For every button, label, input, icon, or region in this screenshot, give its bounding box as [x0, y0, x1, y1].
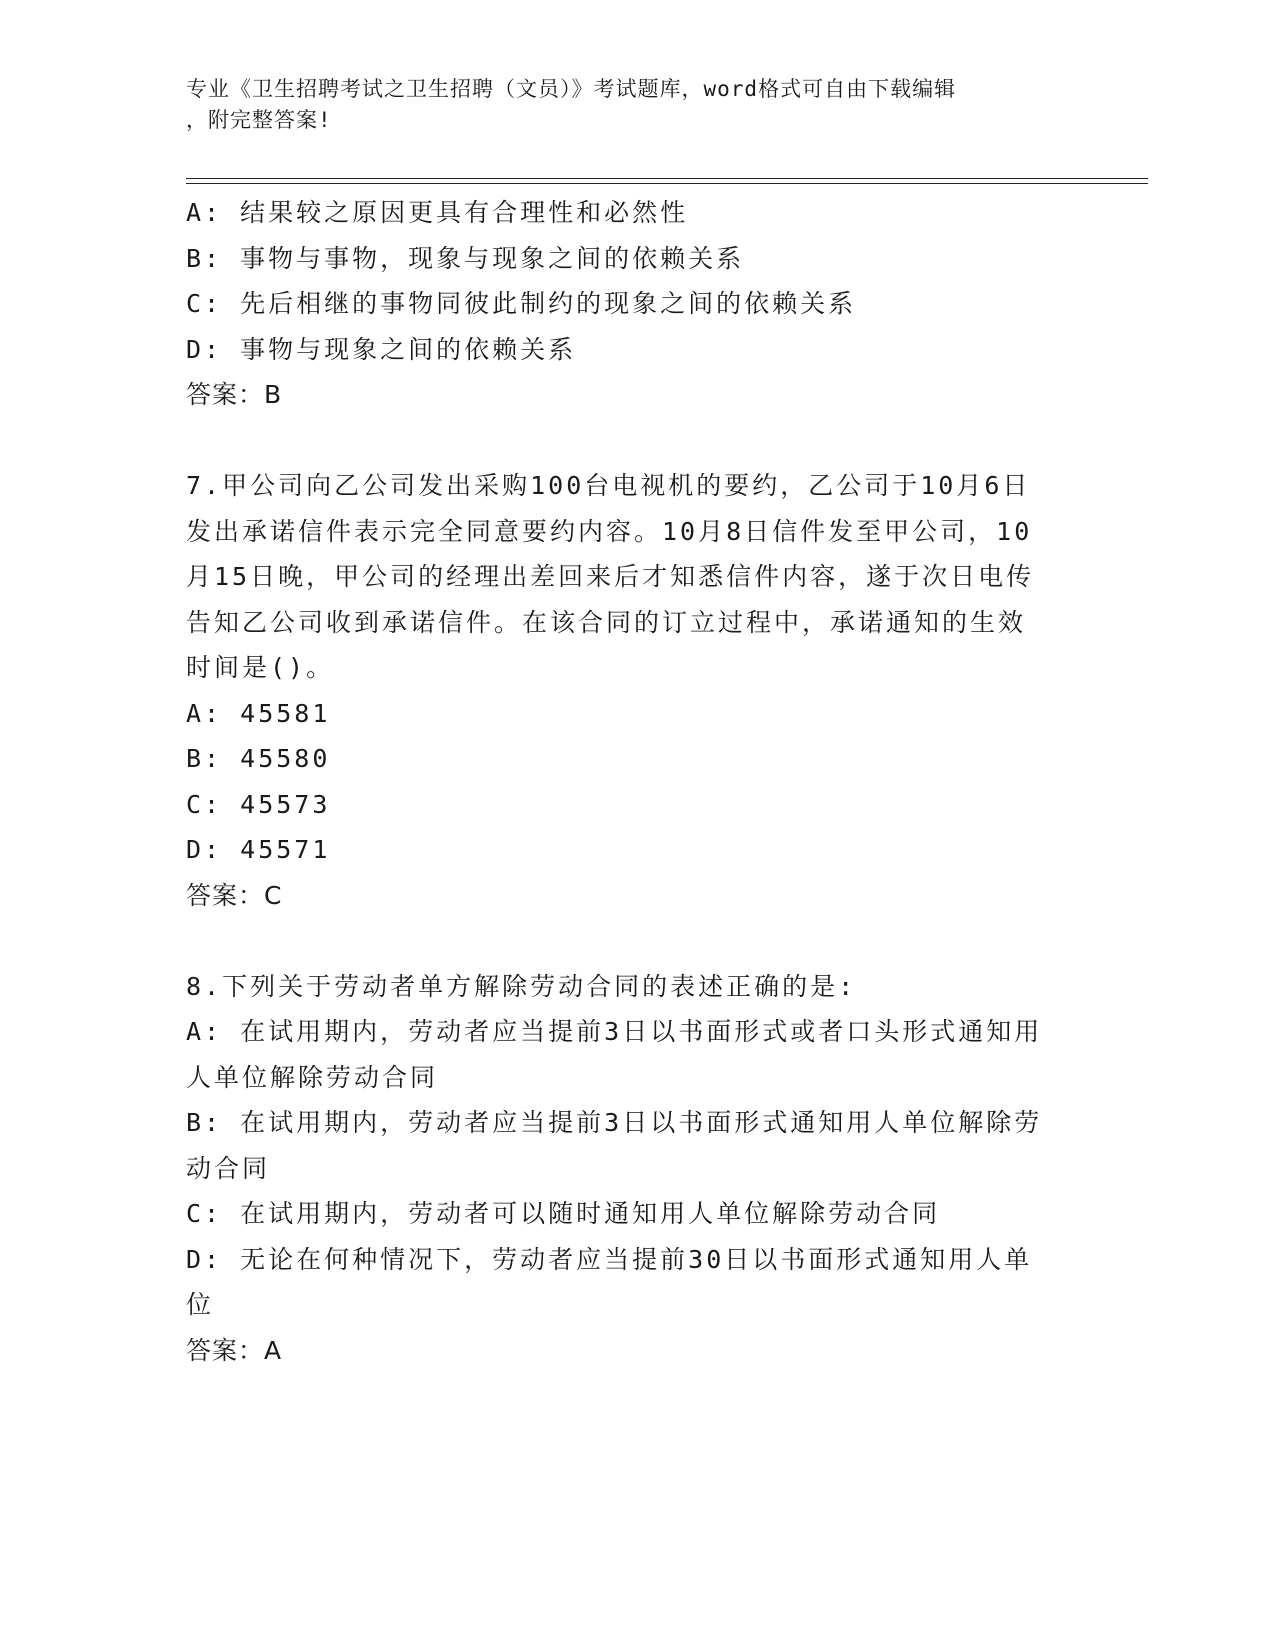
document-header: [186, 74, 1066, 136]
question-stem: 8.下列关于劳动者单方解除劳动合同的表述正确的是:: [186, 971, 857, 1001]
option-a: A: 45581: [186, 698, 331, 728]
option-a: A: 结果较之原因更具有合理性和必然性: [186, 198, 689, 227]
header-line-1: 专业《卫生招聘考试之卫生招聘（文员）》考试题库，word格式可自由下载编辑: [186, 77, 957, 101]
option-d-continued: 位: [186, 1290, 215, 1319]
question-spacer: [186, 918, 1056, 964]
answer-line: 答案：B: [186, 380, 283, 409]
question-list: [186, 190, 1056, 1373]
question-stem-line: 7.甲公司向乙公司发出采购100台电视机的要约，乙公司于10月6日: [186, 471, 1031, 500]
option-c: C: 45573: [186, 789, 331, 819]
question-stem-line: 月15日晚，甲公司的经理出差回来后才知悉信件内容，遂于次日电传: [186, 562, 1035, 591]
header-line-2: ，附完整答案!: [186, 108, 332, 132]
question-stem-line: 告知乙公司收到承诺信件。在该合同的订立过程中，承诺通知的生效: [186, 607, 1027, 637]
question-7: [186, 463, 1056, 918]
option-b: B: 45580: [186, 744, 331, 773]
question-stem-line: 发出承诺信件表示完全同意要约内容。10月8日信件发至甲公司，10: [186, 516, 1033, 546]
option-d: D: 无论在何种情况下，劳动者应当提前30日以书面形式通知用人单: [186, 1244, 1033, 1274]
question-6-options: [186, 190, 1056, 418]
answer-line: 答案：C: [186, 880, 283, 910]
answer-line: 答案：A: [186, 1335, 283, 1365]
option-c: C: 先后相继的事物同彼此制约的现象之间的依赖关系: [186, 289, 857, 318]
option-d: D: 事物与现象之间的依赖关系: [186, 334, 577, 364]
option-b-continued: 动合同: [186, 1153, 271, 1183]
header-divider: [186, 178, 1148, 184]
option-a-continued: 人单位解除劳动合同: [186, 1062, 439, 1092]
option-c: C: 在试用期内，劳动者可以随时通知用人单位解除劳动合同: [186, 1199, 941, 1228]
option-b: B: 事物与事物，现象与现象之间的依赖关系: [186, 243, 745, 273]
option-d: D: 45571: [186, 835, 331, 864]
option-a: A: 在试用期内，劳动者应当提前3日以书面形式或者口头形式通知用: [186, 1017, 1043, 1046]
option-b: B: 在试用期内，劳动者应当提前3日以书面形式通知用人单位解除劳: [186, 1108, 1043, 1137]
question-spacer: [186, 418, 1056, 464]
question-stem-line: 时间是()。: [186, 653, 335, 682]
question-8: [186, 964, 1056, 1374]
